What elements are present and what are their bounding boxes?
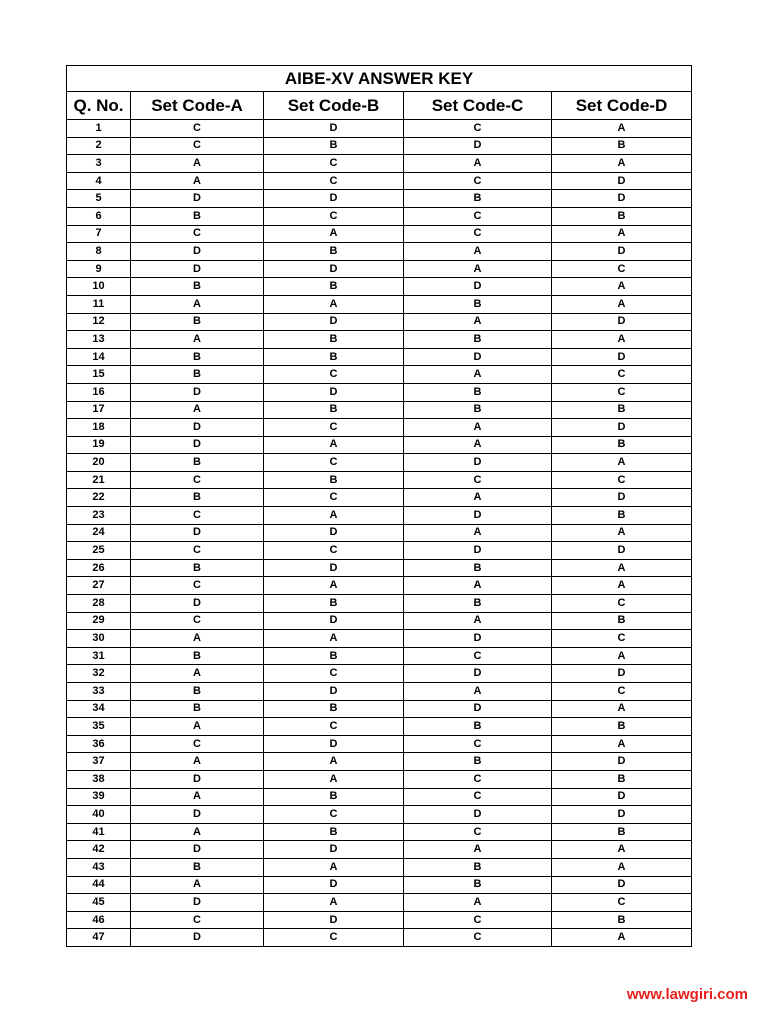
answer-set-d: A	[552, 155, 692, 173]
answer-set-c: C	[404, 647, 552, 665]
question-number: 44	[67, 876, 131, 894]
answer-set-b: D	[264, 559, 404, 577]
answer-set-b: A	[264, 507, 404, 525]
header-set-a: Set Code-A	[131, 92, 264, 120]
question-number: 23	[67, 507, 131, 525]
table-row	[67, 577, 692, 595]
table-row	[67, 225, 692, 243]
question-number: 5	[67, 190, 131, 208]
answer-set-c: A	[404, 436, 552, 454]
answer-set-b: B	[264, 700, 404, 718]
question-number: 45	[67, 894, 131, 912]
answer-set-a: A	[131, 401, 264, 419]
question-number: 7	[67, 225, 131, 243]
answer-set-d: A	[552, 700, 692, 718]
table-row	[67, 436, 692, 454]
table-row	[67, 823, 692, 841]
answer-set-b: C	[264, 806, 404, 824]
answer-set-d: C	[552, 683, 692, 701]
table-row	[67, 419, 692, 437]
answer-set-a: A	[131, 823, 264, 841]
answer-set-c: C	[404, 120, 552, 138]
answer-set-d: D	[552, 243, 692, 261]
answer-set-d: D	[552, 876, 692, 894]
answer-set-d: B	[552, 436, 692, 454]
question-number: 3	[67, 155, 131, 173]
answer-set-d: B	[552, 137, 692, 155]
table-row	[67, 542, 692, 560]
answer-set-b: A	[264, 753, 404, 771]
table-row	[67, 911, 692, 929]
answer-set-c: D	[404, 454, 552, 472]
answer-set-c: A	[404, 313, 552, 331]
answer-set-b: B	[264, 823, 404, 841]
answer-set-c: D	[404, 542, 552, 560]
answer-set-c: C	[404, 770, 552, 788]
answer-set-c: D	[404, 278, 552, 296]
answer-set-a: C	[131, 137, 264, 155]
table-row	[67, 524, 692, 542]
answer-set-c: B	[404, 718, 552, 736]
table-row	[67, 471, 692, 489]
answer-set-a: B	[131, 559, 264, 577]
answer-set-a: A	[131, 331, 264, 349]
question-number: 46	[67, 911, 131, 929]
question-number: 21	[67, 471, 131, 489]
answer-set-a: B	[131, 366, 264, 384]
answer-rows	[67, 120, 692, 947]
answer-set-a: C	[131, 577, 264, 595]
table-row	[67, 876, 692, 894]
table-row	[67, 806, 692, 824]
answer-set-a: D	[131, 190, 264, 208]
answer-set-a: C	[131, 911, 264, 929]
answer-set-a: D	[131, 595, 264, 613]
answer-set-d: D	[552, 172, 692, 190]
answer-set-c: D	[404, 665, 552, 683]
answer-set-d: C	[552, 471, 692, 489]
question-number: 8	[67, 243, 131, 261]
answer-set-d: D	[552, 788, 692, 806]
answer-set-c: C	[404, 735, 552, 753]
table-row	[67, 331, 692, 349]
answer-set-b: B	[264, 278, 404, 296]
answer-set-b: A	[264, 577, 404, 595]
answer-set-b: A	[264, 630, 404, 648]
answer-set-a: B	[131, 647, 264, 665]
answer-set-b: A	[264, 295, 404, 313]
question-number: 42	[67, 841, 131, 859]
answer-set-b: D	[264, 735, 404, 753]
answer-set-a: A	[131, 876, 264, 894]
answer-set-b: C	[264, 419, 404, 437]
answer-set-a: D	[131, 260, 264, 278]
answer-set-d: D	[552, 542, 692, 560]
question-number: 2	[67, 137, 131, 155]
answer-set-a: A	[131, 172, 264, 190]
header-set-b: Set Code-B	[264, 92, 404, 120]
answer-set-b: C	[264, 929, 404, 947]
answer-set-a: C	[131, 542, 264, 560]
answer-set-a: C	[131, 120, 264, 138]
table-row	[67, 559, 692, 577]
answer-set-d: C	[552, 383, 692, 401]
answer-set-c: A	[404, 894, 552, 912]
answer-set-a: A	[131, 665, 264, 683]
answer-set-a: C	[131, 507, 264, 525]
answer-set-c: A	[404, 366, 552, 384]
answer-set-d: A	[552, 577, 692, 595]
question-number: 26	[67, 559, 131, 577]
answer-set-b: C	[264, 155, 404, 173]
question-number: 15	[67, 366, 131, 384]
answer-set-a: D	[131, 383, 264, 401]
question-number: 4	[67, 172, 131, 190]
answer-set-c: B	[404, 383, 552, 401]
question-number: 33	[67, 683, 131, 701]
answer-set-c: A	[404, 841, 552, 859]
table-row	[67, 155, 692, 173]
answer-set-c: B	[404, 331, 552, 349]
question-number: 40	[67, 806, 131, 824]
question-number: 43	[67, 858, 131, 876]
table-row	[67, 366, 692, 384]
answer-set-b: A	[264, 436, 404, 454]
answer-set-d: B	[552, 507, 692, 525]
answer-set-b: A	[264, 858, 404, 876]
answer-set-d: B	[552, 612, 692, 630]
table-row	[67, 278, 692, 296]
answer-set-a: A	[131, 718, 264, 736]
answer-set-d: D	[552, 313, 692, 331]
table-row	[67, 260, 692, 278]
answer-set-d: A	[552, 225, 692, 243]
answer-set-c: B	[404, 753, 552, 771]
table-row	[67, 718, 692, 736]
answer-set-a: B	[131, 489, 264, 507]
answer-set-a: A	[131, 630, 264, 648]
question-number: 1	[67, 120, 131, 138]
answer-set-a: B	[131, 858, 264, 876]
answer-set-b: A	[264, 770, 404, 788]
answer-set-c: A	[404, 612, 552, 630]
table-row	[67, 190, 692, 208]
answer-set-c: C	[404, 788, 552, 806]
answer-set-d: D	[552, 806, 692, 824]
table-row	[67, 207, 692, 225]
table-row	[67, 507, 692, 525]
question-number: 22	[67, 489, 131, 507]
answer-set-c: B	[404, 401, 552, 419]
answer-set-c: B	[404, 858, 552, 876]
table-row	[67, 454, 692, 472]
answer-set-d: A	[552, 524, 692, 542]
answer-set-d: A	[552, 454, 692, 472]
answer-set-c: A	[404, 260, 552, 278]
answer-set-d: A	[552, 647, 692, 665]
table-row	[67, 929, 692, 947]
question-number: 47	[67, 929, 131, 947]
answer-set-b: D	[264, 190, 404, 208]
answer-set-a: D	[131, 419, 264, 437]
answer-set-b: C	[264, 454, 404, 472]
answer-set-b: B	[264, 243, 404, 261]
question-number: 17	[67, 401, 131, 419]
table-row	[67, 612, 692, 630]
answer-set-a: C	[131, 612, 264, 630]
answer-set-a: A	[131, 753, 264, 771]
answer-set-c: A	[404, 419, 552, 437]
answer-set-a: A	[131, 295, 264, 313]
answer-set-c: C	[404, 929, 552, 947]
answer-set-c: D	[404, 348, 552, 366]
answer-set-b: C	[264, 489, 404, 507]
answer-set-d: C	[552, 366, 692, 384]
table-row	[67, 137, 692, 155]
answer-set-b: D	[264, 313, 404, 331]
table-row	[67, 735, 692, 753]
answer-set-b: D	[264, 841, 404, 859]
table-row	[67, 630, 692, 648]
answer-set-c: C	[404, 471, 552, 489]
answer-set-a: D	[131, 894, 264, 912]
table-row	[67, 401, 692, 419]
answer-set-b: C	[264, 366, 404, 384]
website-link[interactable]: www.lawgiri.com	[626, 986, 748, 1003]
answer-set-b: D	[264, 911, 404, 929]
answer-set-c: D	[404, 700, 552, 718]
answer-set-b: B	[264, 595, 404, 613]
answer-set-b: A	[264, 225, 404, 243]
answer-set-a: D	[131, 806, 264, 824]
answer-set-a: A	[131, 155, 264, 173]
question-number: 38	[67, 770, 131, 788]
answer-set-b: B	[264, 348, 404, 366]
answer-set-c: A	[404, 155, 552, 173]
answer-set-d: C	[552, 595, 692, 613]
answer-set-d: A	[552, 841, 692, 859]
table-row	[67, 770, 692, 788]
question-number: 16	[67, 383, 131, 401]
question-number: 31	[67, 647, 131, 665]
question-number: 41	[67, 823, 131, 841]
question-number: 20	[67, 454, 131, 472]
header-set-d: Set Code-D	[552, 92, 692, 120]
answer-set-c: C	[404, 823, 552, 841]
table-row	[67, 348, 692, 366]
answer-set-c: C	[404, 172, 552, 190]
answer-set-a: D	[131, 524, 264, 542]
question-number: 37	[67, 753, 131, 771]
question-number: 12	[67, 313, 131, 331]
answer-set-d: D	[552, 753, 692, 771]
table-row	[67, 595, 692, 613]
table-row	[67, 753, 692, 771]
answer-set-a: B	[131, 700, 264, 718]
answer-set-b: C	[264, 542, 404, 560]
table-row	[67, 788, 692, 806]
question-number: 6	[67, 207, 131, 225]
answer-set-d: C	[552, 260, 692, 278]
question-number: 14	[67, 348, 131, 366]
question-number: 19	[67, 436, 131, 454]
answer-set-c: B	[404, 595, 552, 613]
answer-set-d: B	[552, 911, 692, 929]
answer-set-d: B	[552, 401, 692, 419]
table-row	[67, 858, 692, 876]
answer-set-a: B	[131, 348, 264, 366]
answer-set-a: C	[131, 471, 264, 489]
answer-set-d: A	[552, 295, 692, 313]
answer-set-a: B	[131, 313, 264, 331]
table-row	[67, 313, 692, 331]
answer-set-c: D	[404, 806, 552, 824]
question-number: 24	[67, 524, 131, 542]
answer-set-b: B	[264, 788, 404, 806]
answer-set-d: A	[552, 278, 692, 296]
question-number: 32	[67, 665, 131, 683]
answer-set-a: D	[131, 436, 264, 454]
question-number: 13	[67, 331, 131, 349]
answer-set-a: D	[131, 841, 264, 859]
question-number: 39	[67, 788, 131, 806]
question-number: 18	[67, 419, 131, 437]
answer-set-b: B	[264, 137, 404, 155]
answer-set-c: D	[404, 137, 552, 155]
answer-set-c: B	[404, 190, 552, 208]
answer-set-a: D	[131, 929, 264, 947]
answer-set-b: C	[264, 172, 404, 190]
table-row	[67, 295, 692, 313]
question-number: 27	[67, 577, 131, 595]
question-number: 10	[67, 278, 131, 296]
answer-set-c: C	[404, 207, 552, 225]
answer-set-b: D	[264, 260, 404, 278]
question-number: 11	[67, 295, 131, 313]
answer-set-d: A	[552, 559, 692, 577]
answer-set-b: C	[264, 207, 404, 225]
answer-set-b: D	[264, 120, 404, 138]
answer-set-d: B	[552, 770, 692, 788]
table-row	[67, 894, 692, 912]
answer-set-d: A	[552, 735, 692, 753]
answer-set-b: D	[264, 876, 404, 894]
table-row	[67, 665, 692, 683]
answer-set-d: C	[552, 630, 692, 648]
question-number: 25	[67, 542, 131, 560]
answer-set-c: D	[404, 507, 552, 525]
header-set-c: Set Code-C	[404, 92, 552, 120]
table-row	[67, 243, 692, 261]
table-row	[67, 489, 692, 507]
question-number: 34	[67, 700, 131, 718]
answer-set-a: B	[131, 207, 264, 225]
table-row	[67, 683, 692, 701]
answer-set-d: A	[552, 331, 692, 349]
table-row	[67, 120, 692, 138]
answer-set-c: A	[404, 683, 552, 701]
question-number: 28	[67, 595, 131, 613]
header-row	[67, 92, 692, 120]
table-title: AIBE-XV ANSWER KEY	[67, 66, 692, 92]
answer-set-d: A	[552, 120, 692, 138]
table-row	[67, 647, 692, 665]
answer-set-d: C	[552, 894, 692, 912]
question-number: 36	[67, 735, 131, 753]
question-number: 9	[67, 260, 131, 278]
header-qno: Q. No.	[67, 92, 131, 120]
answer-set-a: C	[131, 735, 264, 753]
answer-set-b: D	[264, 383, 404, 401]
answer-set-c: A	[404, 243, 552, 261]
table-row	[67, 700, 692, 718]
answer-set-b: A	[264, 894, 404, 912]
answer-set-b: D	[264, 524, 404, 542]
answer-set-d: D	[552, 348, 692, 366]
answer-set-c: B	[404, 876, 552, 894]
answer-set-a: B	[131, 454, 264, 472]
answer-set-c: C	[404, 225, 552, 243]
answer-set-a: B	[131, 278, 264, 296]
answer-set-b: D	[264, 683, 404, 701]
table-row	[67, 841, 692, 859]
answer-set-c: B	[404, 559, 552, 577]
answer-set-c: A	[404, 489, 552, 507]
answer-set-b: C	[264, 665, 404, 683]
answer-set-b: C	[264, 718, 404, 736]
answer-set-a: D	[131, 770, 264, 788]
answer-set-d: D	[552, 190, 692, 208]
answer-set-d: D	[552, 489, 692, 507]
answer-set-b: B	[264, 331, 404, 349]
question-number: 29	[67, 612, 131, 630]
answer-set-d: D	[552, 665, 692, 683]
answer-set-d: B	[552, 718, 692, 736]
answer-set-c: A	[404, 577, 552, 595]
answer-set-d: A	[552, 929, 692, 947]
answer-set-b: B	[264, 401, 404, 419]
answer-set-c: B	[404, 295, 552, 313]
answer-set-a: A	[131, 788, 264, 806]
answer-key-table	[66, 65, 692, 947]
answer-set-d: B	[552, 823, 692, 841]
question-number: 30	[67, 630, 131, 648]
question-number: 35	[67, 718, 131, 736]
answer-set-d: A	[552, 858, 692, 876]
answer-set-d: D	[552, 419, 692, 437]
answer-set-b: D	[264, 612, 404, 630]
answer-set-c: A	[404, 524, 552, 542]
answer-set-d: B	[552, 207, 692, 225]
answer-set-c: C	[404, 911, 552, 929]
answer-set-c: D	[404, 630, 552, 648]
answer-set-b: B	[264, 647, 404, 665]
table-row	[67, 172, 692, 190]
table-row	[67, 383, 692, 401]
answer-set-a: C	[131, 225, 264, 243]
answer-set-b: B	[264, 471, 404, 489]
answer-set-a: B	[131, 683, 264, 701]
answer-set-a: D	[131, 243, 264, 261]
